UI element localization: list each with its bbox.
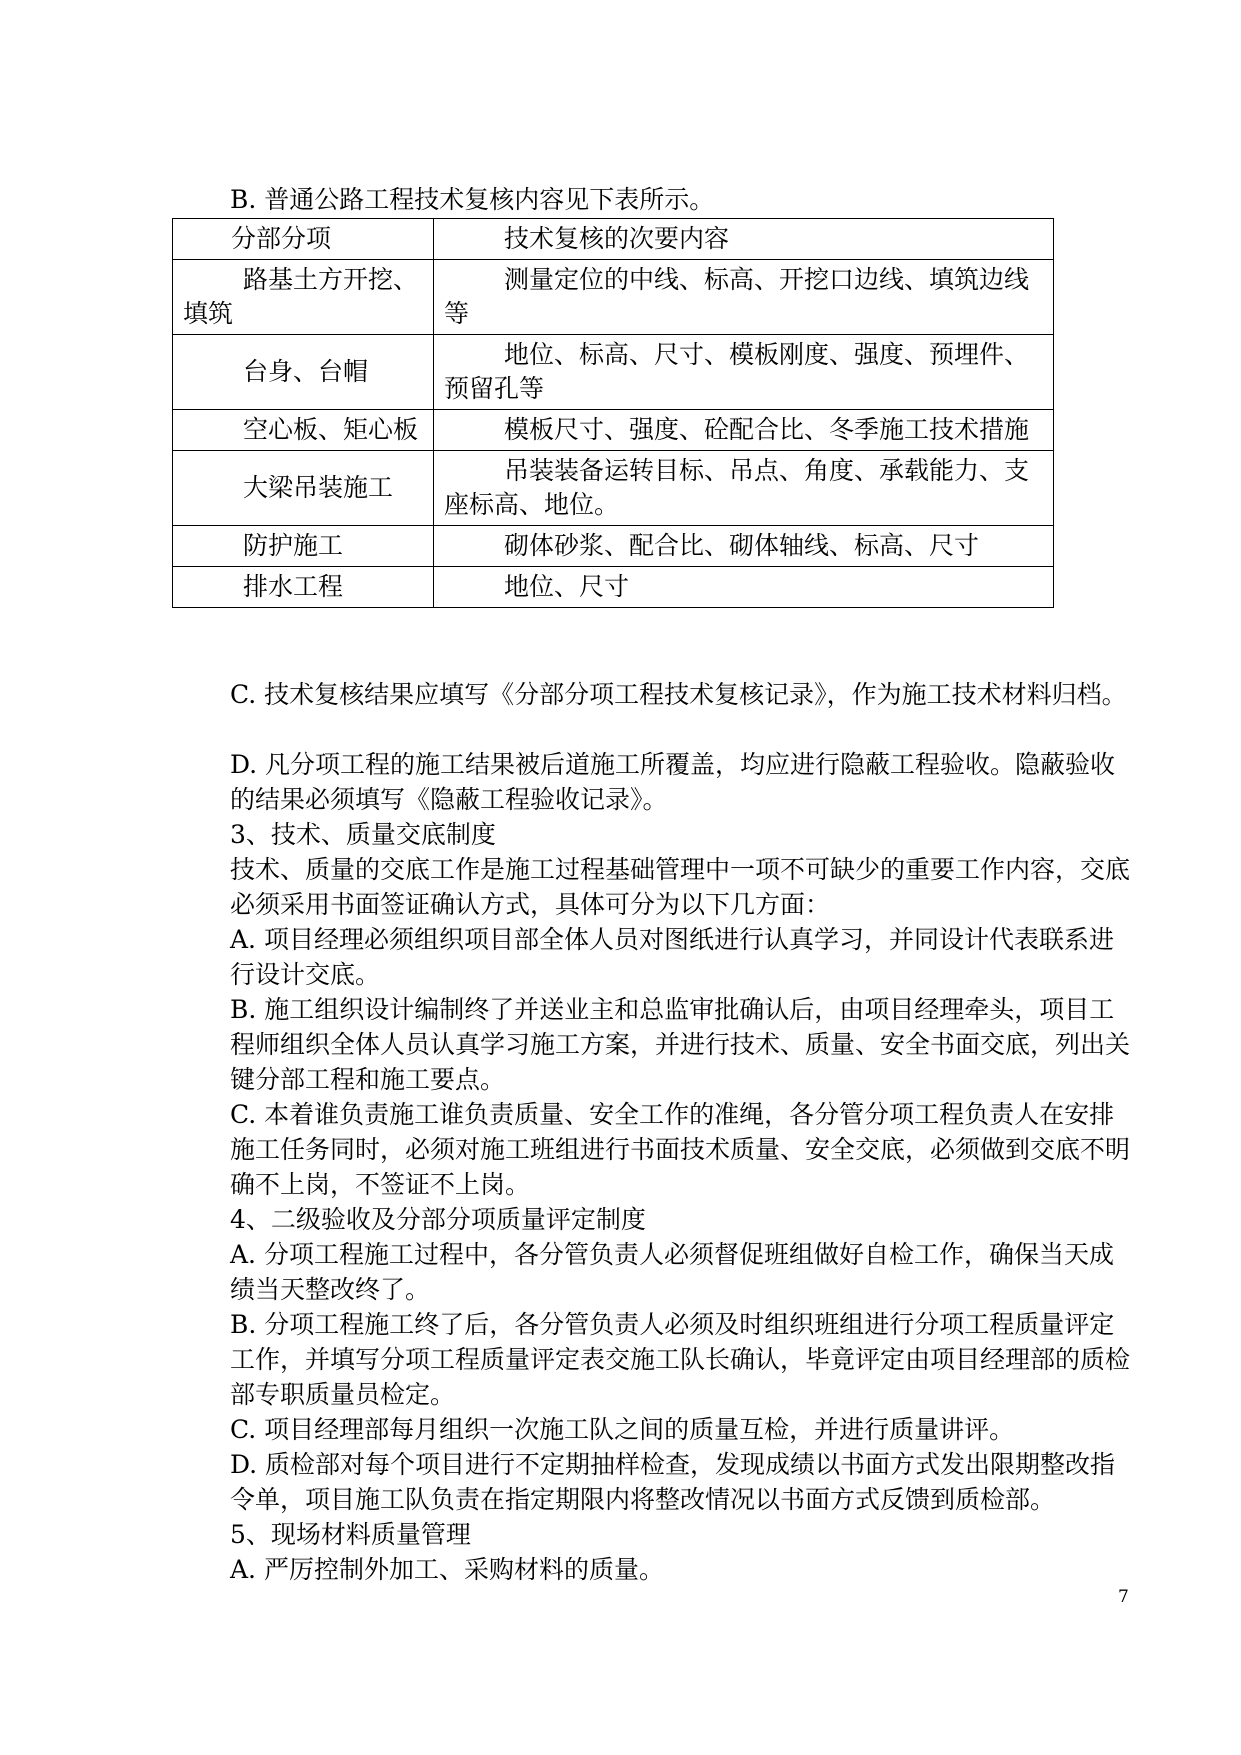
- table-row: [173, 451, 1054, 526]
- section-heading: 5、现场材料质量管理: [230, 1520, 471, 1549]
- technical-review-table: [172, 218, 1054, 608]
- section-heading: 4、二级验收及分部分项质量评定制度: [230, 1205, 646, 1234]
- paragraph: C. 项目经理部每月组织一次施工队之间的质量互检，并进行质量讲评。: [230, 1415, 1015, 1444]
- table-cell: 地位、尺寸: [434, 567, 1054, 608]
- table-cell: 防护施工: [173, 526, 434, 567]
- page-number: 7: [1118, 1587, 1129, 1607]
- paragraph: B. 施工组织设计编制终了并送业主和总监审批确认后，由项目经理牵头，项目工程师组织全体人员认真学习施工方案，并进行技术、质量、安全书面交底，列出关键分部工程和施工要点。: [230, 995, 1131, 1094]
- table-header-row: [173, 219, 1054, 260]
- paragraph: A. 严厉控制外加工、采购材料的质量。: [230, 1555, 664, 1584]
- paragraph: 技术、质量的交底工作是施工过程基础管理中一项不可缺少的重要工作内容，交底必须采用书面签证确认方式，具体可分为以下几方面：: [230, 855, 1131, 919]
- table-row: [173, 410, 1054, 451]
- header-cell: 技术复核的次要内容: [434, 219, 1054, 260]
- table-row: [173, 335, 1054, 410]
- table-row: [173, 567, 1054, 608]
- table-cell: 模板尺寸、强度、砼配合比、冬季施工技术措施: [434, 410, 1054, 451]
- table-cell: 台身、台帽: [173, 335, 434, 410]
- table-cell: 吊装装备运转目标、吊点、角度、承载能力、支座标高、地位。: [434, 451, 1054, 526]
- table-cell: 砌体砂浆、配合比、砌体轴线、标高、尺寸: [434, 526, 1054, 567]
- paragraph: D. 凡分项工程的施工结果被后道施工所覆盖，均应进行隐蔽工程验收。隐蔽验收的结果必须填写《隐蔽工程验收记录》。: [230, 750, 1116, 814]
- table-cell: 空心板、矩心板: [173, 410, 434, 451]
- paragraph: C. 本着谁负责施工谁负责质量、安全工作的准绳，各分管分项工程负责人在安排施工任务同时，必须对施工班组进行书面技术质量、安全交底，必须做到交底不明确不上岗，不签证不上岗。: [230, 1100, 1131, 1199]
- paragraph: A. 分项工程施工过程中，各分管负责人必须督促班组做好自检工作，确保当天成绩当天整改终了。: [230, 1240, 1114, 1304]
- paragraph: C. 技术复核结果应填写《分部分项工程技术复核记录》，作为施工技术材料归档。: [230, 680, 1127, 709]
- section-heading: 3、技术、质量交底制度: [230, 820, 496, 849]
- paragraph: B. 分项工程施工终了后，各分管负责人必须及时组织班组进行分项工程质量评定工作，并填写分项工程质量评定表交施工队长确认，毕竟评定由项目经理部的质检部专职质量员检定。: [230, 1310, 1131, 1409]
- table-cell: 路基土方开挖、填筑: [173, 260, 434, 335]
- table-cell: 地位、标高、尺寸、模板刚度、强度、预埋件、预留孔等: [434, 335, 1054, 410]
- header-cell: 分部分项: [173, 219, 434, 260]
- table-row: [173, 260, 1054, 335]
- intro-line: B. 普通公路工程技术复核内容见下表所示。: [230, 185, 715, 214]
- paragraph: D. 质检部对每个项目进行不定期抽样检查，发现成绩以书面方式发出限期整改指令单，项目施工队负责在指定期限内将整改情况以书面方式反馈到质检部。: [230, 1450, 1116, 1514]
- paragraph: A. 项目经理必须组织项目部全体人员对图纸进行认真学习，并同设计代表联系进行设计交底。: [230, 925, 1114, 989]
- table-cell: 大梁吊装施工: [173, 451, 434, 526]
- table-cell: 排水工程: [173, 567, 434, 608]
- table-cell: 测量定位的中线、标高、开挖口边线、填筑边线等: [434, 260, 1054, 335]
- table-row: [173, 526, 1054, 567]
